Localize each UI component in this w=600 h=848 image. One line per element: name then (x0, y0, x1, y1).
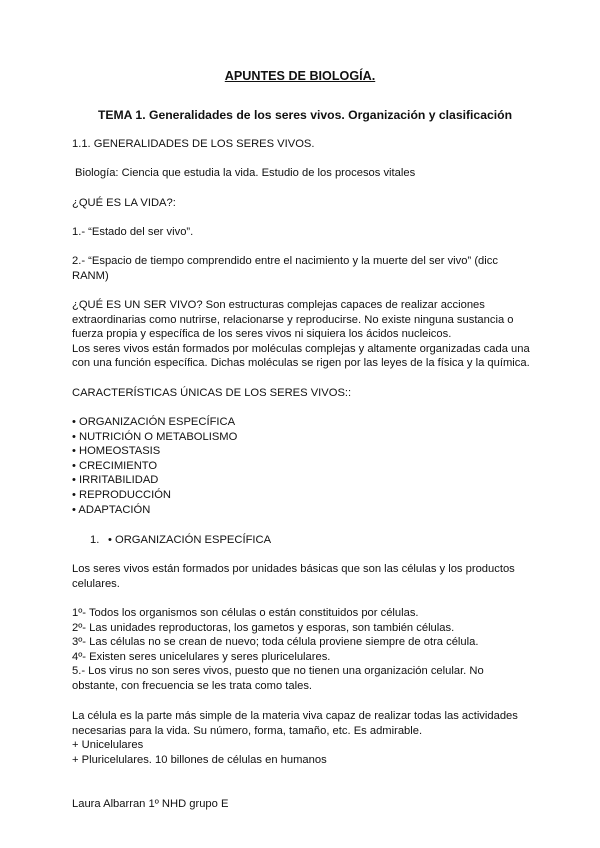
text-line: Los seres vivos están formados por moléculas complejas y altamente organizadas cada una (72, 342, 530, 355)
text-line: 5.- Los virus no son seres vivos, puesto que no tienen una organización celular. No (72, 665, 484, 678)
text-line: La célula es la parte más simple de la materia viva capaz de realizar todas las actividades (72, 710, 518, 722)
life-definition-2 (72, 254, 532, 283)
text-line: Los seres vivos están formados por unidades básicas que son las células y los productos (72, 563, 515, 575)
text-line: con una función específica. Dichas moléculas se rigen por las leyes de la física y la química. (72, 357, 530, 370)
list-item: • ORGANIZACIÓN ESPECÍFICA (72, 416, 236, 428)
text-line: 2.- “Espacio de tiempo comprendido entre el nacimiento y la muerte del ser vivo” (dicc (72, 255, 498, 267)
document-subtitle: TEMA 1. Generalidades de los seres vivos. Organización y clasificación (97, 108, 513, 122)
organizacion-intro (72, 562, 532, 591)
list-item: • HOMEOSTASIS (72, 445, 161, 458)
list-item: • ADAPTACIÓN (72, 503, 151, 516)
list-item: • NUTRICIÓN O METABOLISMO (72, 430, 238, 443)
text-line: 3º- Las células no se crean de nuevo; toda célula proviene siempre de otra célula. (72, 636, 479, 649)
numbered-section-number: 1. (90, 534, 100, 546)
text-line: celulares. (72, 577, 120, 590)
caracteristicas-list (72, 415, 237, 517)
life-definition-1: 1.- “Estado del ser vivo”. (72, 226, 194, 238)
list-item: • REPRODUCCIÓN (72, 488, 172, 501)
text-line: + Unicelulares (72, 739, 144, 752)
text-line: necesarias para la vida. Su número, forma, tamaño, etc. Es admirable. (72, 724, 423, 737)
document-title: APUNTES DE BIOLOGÍA. (224, 69, 376, 83)
ser-vivo-paragraph (72, 298, 532, 371)
text-line: 2º- Las unidades reproductoras, los gametos y esporas, son también células. (72, 621, 455, 634)
text-line: extraordinarias como nutrirse, relacionarse y reproducirse. No existe ninguna sustancia o (72, 313, 514, 326)
text-line: 4º- Existen seres unicelulares y seres pluricelulares. (72, 650, 331, 663)
organizacion-points (72, 606, 532, 694)
footer-author: Laura Albarran 1º NHD grupo E (72, 798, 229, 810)
text-line: ¿QUÉ ES UN SER VIVO? Son estructuras complejas capaces de realizar acciones (72, 299, 485, 311)
section-heading: 1.1. GENERALIDADES DE LOS SERES VIVOS. (72, 138, 315, 150)
list-item: • CRECIMIENTO (72, 459, 158, 472)
caracteristicas-heading: CARACTERÍSTICAS ÚNICAS DE LOS SERES VIVOS:: (72, 387, 352, 399)
numbered-section-heading: • ORGANIZACIÓN ESPECÍFICA (108, 534, 272, 546)
text-line: fuerza propia y específica de los seres vivos ni siquiera los ácidos nucleicos. (72, 328, 452, 341)
text-line: + Pluricelulares. 10 billones de células en humanos (72, 753, 327, 766)
text-line: 1º- Todos los organismos son células o están constituidos por células. (72, 607, 419, 619)
text-line: obstante, con frecuencia se les trata como tales. (72, 679, 313, 692)
que-es-la-vida-heading: ¿QUÉ ES LA VIDA?: (72, 197, 176, 209)
list-item: • IRRITABILIDAD (72, 474, 159, 487)
celula-paragraph (72, 709, 532, 767)
biologia-definition: Biología: Ciencia que estudia la vida. Estudio de los procesos vitales (75, 167, 416, 179)
text-line: RANM) (72, 269, 109, 282)
